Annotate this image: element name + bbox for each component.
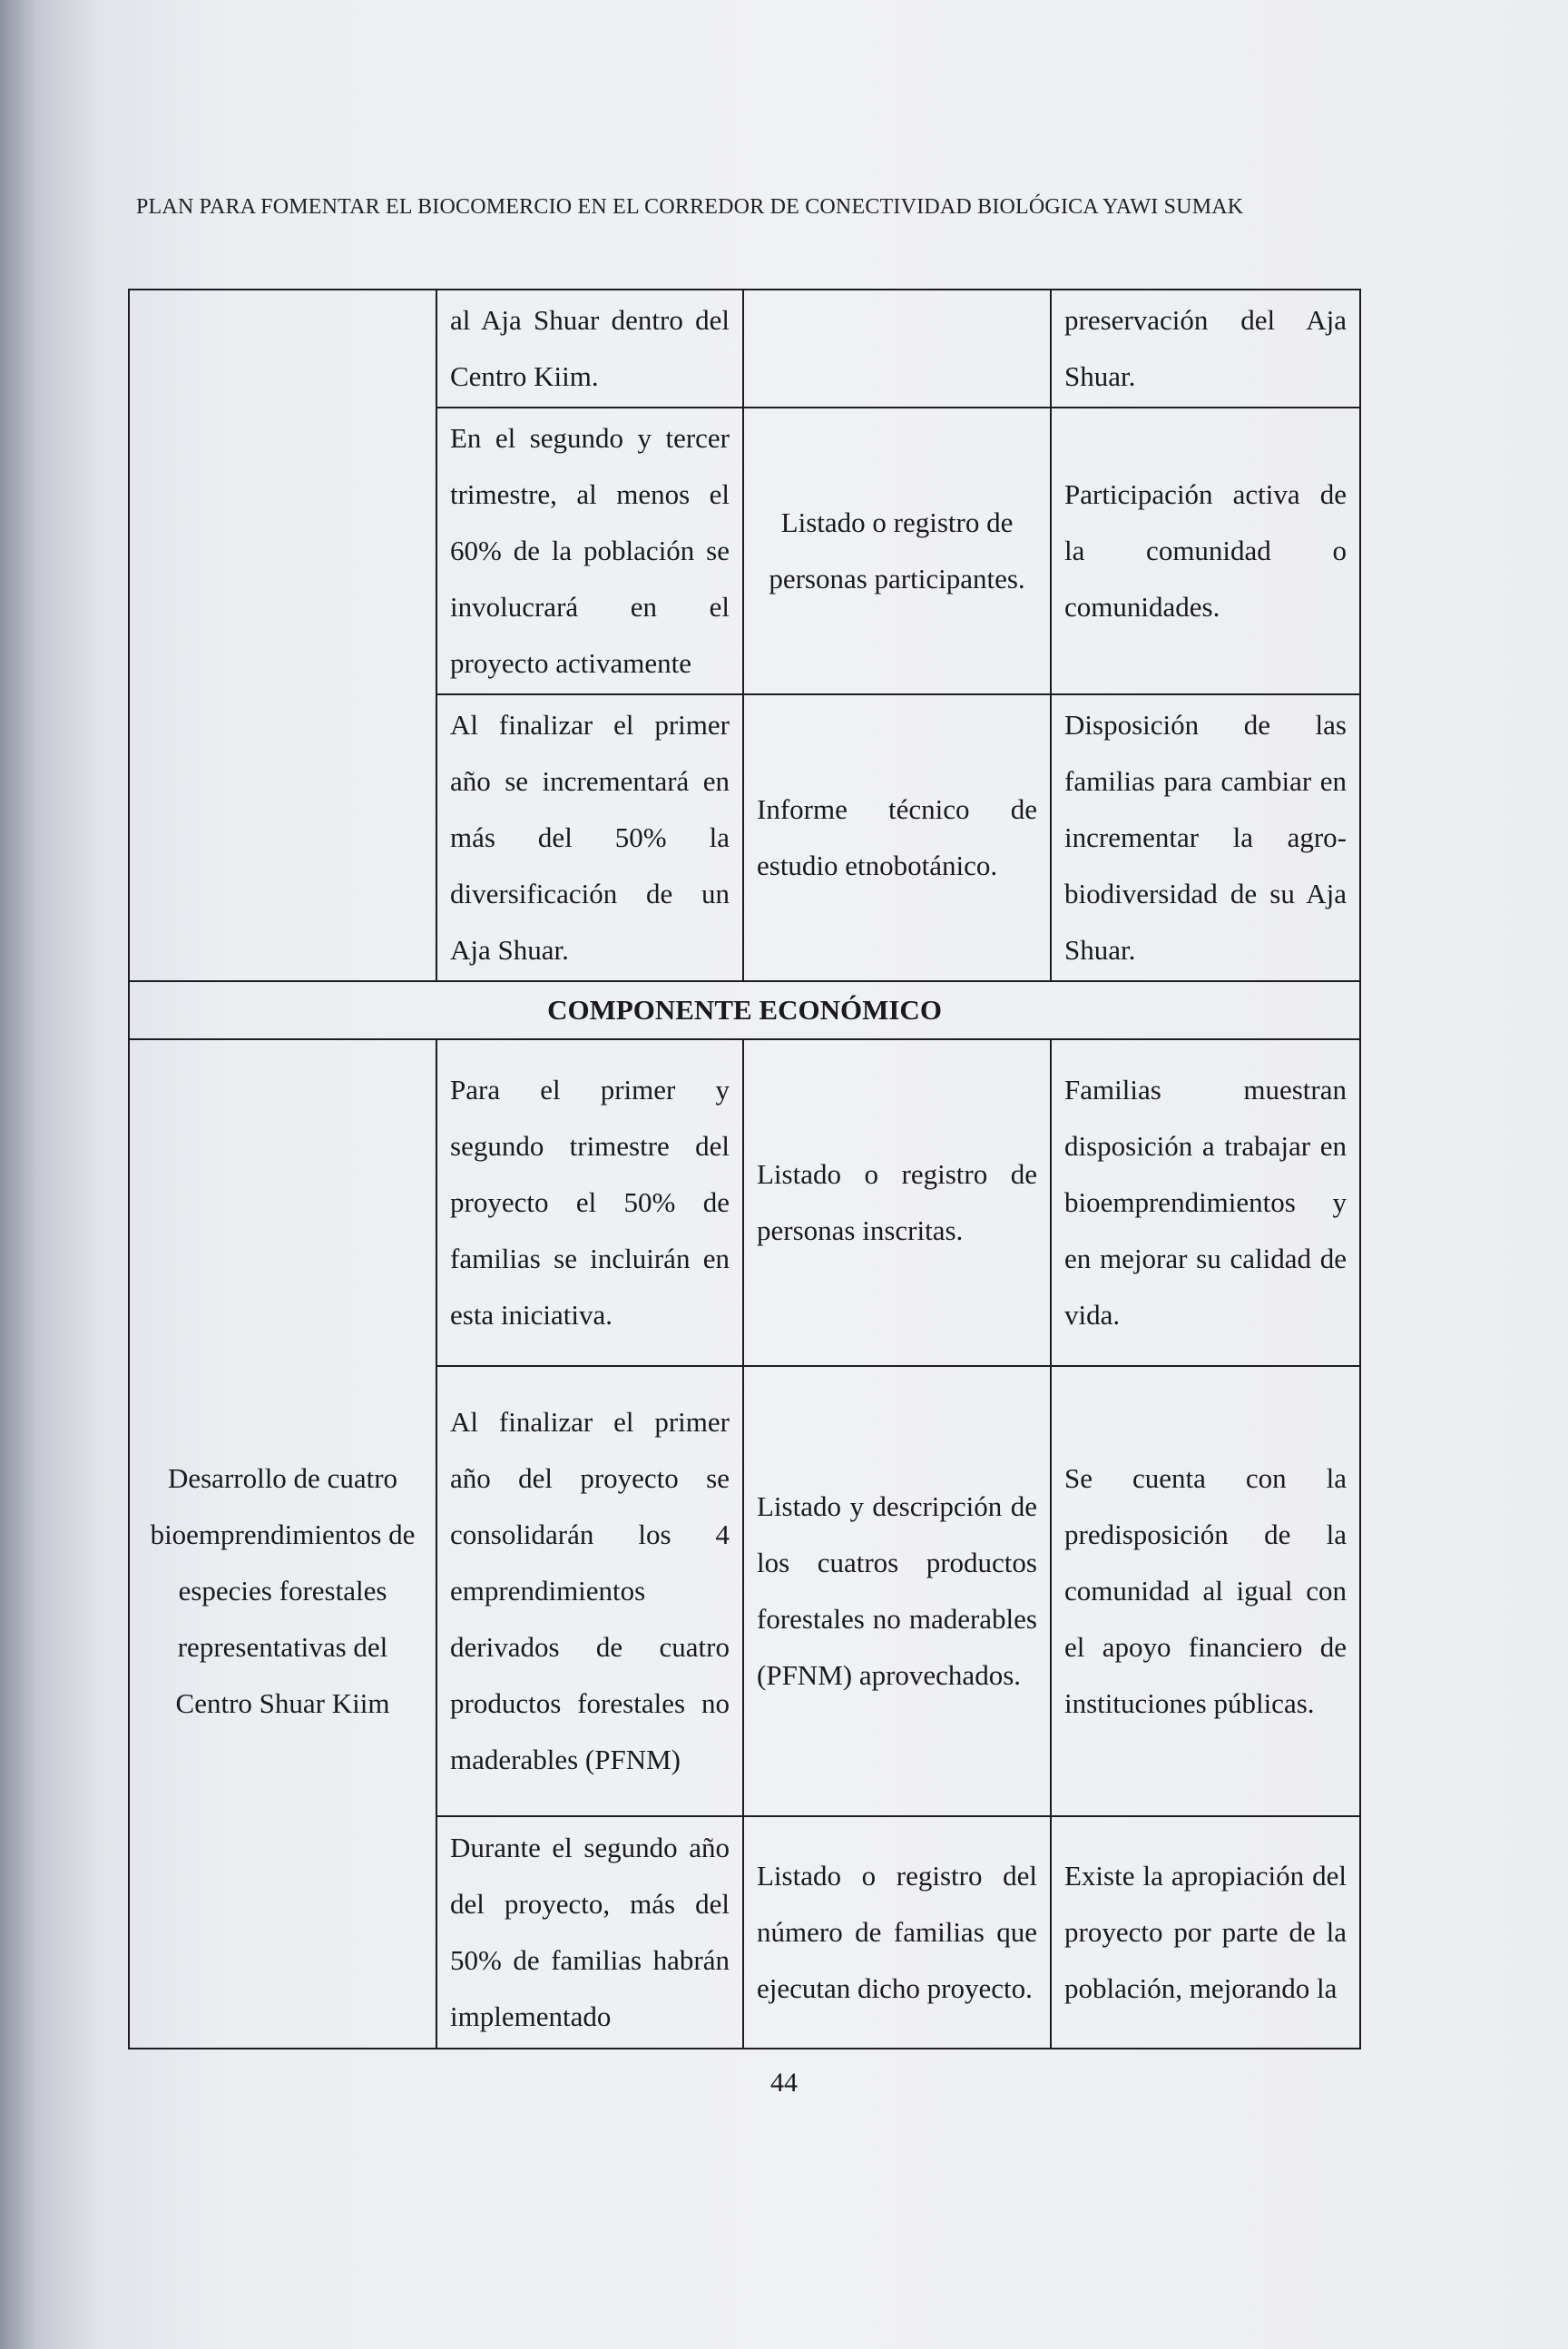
indicator-cell: En el segundo y tercer trimestre, al menos el 60% de la población se involucrará en el proyecto activamente xyxy=(436,408,743,694)
table-row xyxy=(129,1039,1360,1366)
assumption-cell: Disposición de las familias para cambiar en incrementar la agro-biodiversidad de su Aja Shuar. xyxy=(1051,694,1360,981)
indicator-cell: al Aja Shuar dentro del Centro Kiim. xyxy=(436,290,743,408)
table-row xyxy=(129,290,1360,408)
table-row xyxy=(129,1366,1360,1816)
verification-cell: Listado o registro de personas inscritas. xyxy=(743,1039,1051,1366)
page-number: 44 xyxy=(770,2068,798,2098)
logical-framework-table xyxy=(128,289,1361,2049)
indicator-cell: Al finalizar el primer año se incrementará en más del 50% la diversificación de un Aja Shuar. xyxy=(436,694,743,981)
verification-cell: Listado y descripción de los cuatros productos forestales no maderables (PFNM) aprovechados. xyxy=(743,1366,1051,1816)
running-header: PLAN PARA FOMENTAR EL BIOCOMERCIO EN EL CORREDOR DE CONECTIVIDAD BIOLÓGICA YAWI SUMAK xyxy=(136,195,1244,219)
verification-cell: Listado o registro del número de familias que ejecutan dicho proyecto. xyxy=(743,1816,1051,2049)
section-row xyxy=(129,981,1360,1039)
section-title: COMPONENTE ECONÓMICO xyxy=(129,981,1360,1039)
table-row xyxy=(129,1816,1360,2049)
indicator-cell: Al finalizar el primer año del proyecto se consolidarán los 4 emprendimientos derivados de cuatro productos forestales no maderables (PFNM) xyxy=(436,1366,743,1816)
assumption-cell: preservación del Aja Shuar. xyxy=(1051,290,1360,408)
objective-cell xyxy=(129,290,436,981)
assumption-cell: Participación activa de la comunidad o comunidades. xyxy=(1051,408,1360,694)
indicator-cell: Para el primer y segundo trimestre del proyecto el 50% de familias se incluirán en esta iniciativa. xyxy=(436,1039,743,1366)
objective-cell-top xyxy=(129,1039,436,1366)
verification-cell xyxy=(743,290,1051,408)
assumption-cell: Se cuenta con la predisposición de la comunidad al igual con el apoyo financiero de instituciones públicas. xyxy=(1051,1366,1360,1816)
verification-cell: Informe técnico de estudio etnobotánico. xyxy=(743,694,1051,981)
assumption-cell: Existe la apropiación del proyecto por parte de la población, mejorando la xyxy=(1051,1816,1360,2049)
verification-cell: Listado o registro de personas participantes. xyxy=(743,408,1051,694)
objective-cell-bottom xyxy=(129,1816,436,2049)
indicator-cell: Durante el segundo año del proyecto, más del 50% de familias habrán implementado xyxy=(436,1816,743,2049)
objective-description: Desarrollo de cuatro bioemprendimientos de especies forestales representativas del Centro Shuar Kiim xyxy=(129,1366,436,1816)
assumption-cell: Familias muestran disposición a trabajar en bioemprendimientos y en mejorar su calidad de vida. xyxy=(1051,1039,1360,1366)
